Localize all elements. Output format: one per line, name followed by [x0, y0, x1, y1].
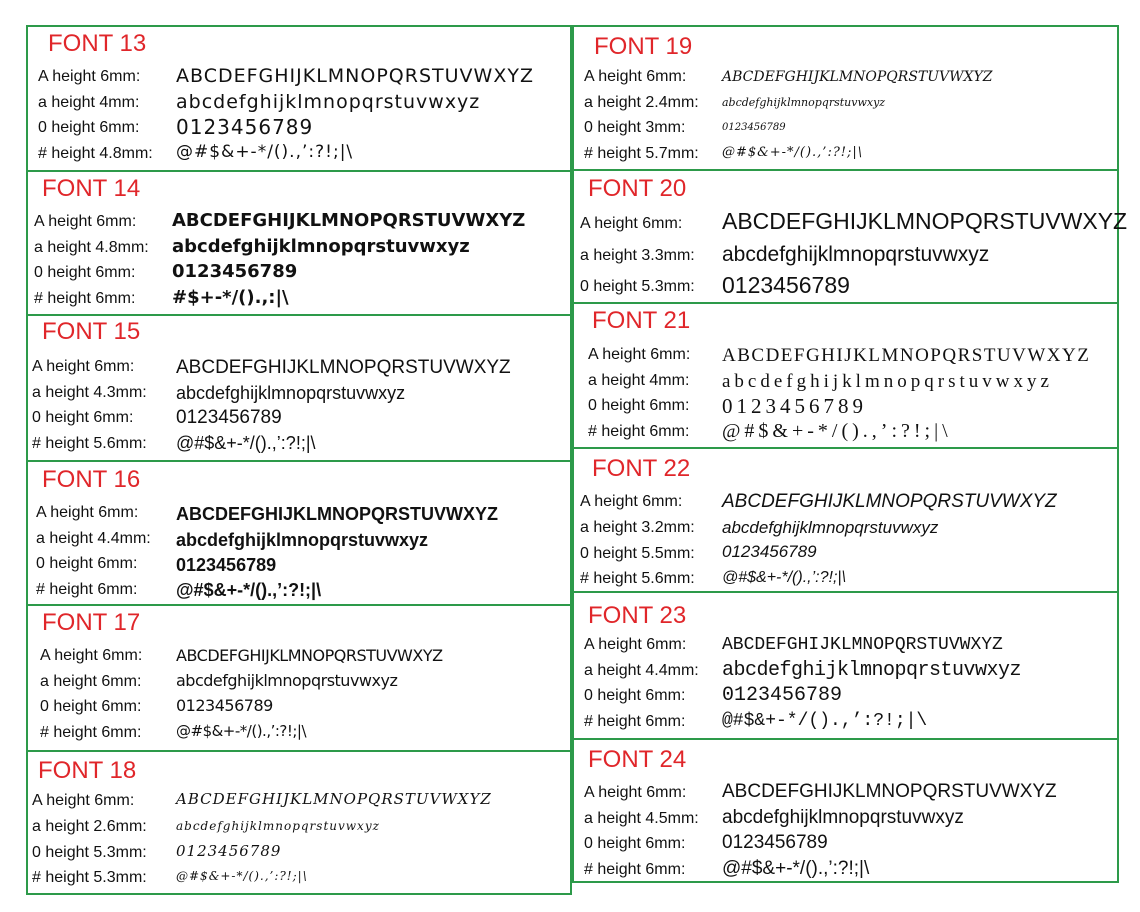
font-sample-symbols: @#$&+-*/().,’:?!;|\ [722, 420, 952, 442]
font-sample-lowercase: abcdefghijklmnopqrstuvwxyz [722, 96, 886, 109]
height-label: 0 height 6mm: [38, 119, 140, 136]
height-label: a height 2.4mm: [584, 94, 699, 111]
height-label: 0 height 6mm: [584, 687, 686, 704]
height-label: A height 6mm: [580, 215, 683, 232]
font-sample-uppercase: ABCDEFGHIJKLMNOPQRSTUVWXYZ [176, 504, 499, 524]
height-label: a height 2.6mm: [32, 818, 147, 835]
height-label: A height 6mm: [584, 636, 687, 653]
font-sample-uppercase: ABCDEFGHIJKLMNOPQRSTUVWXYZ [722, 491, 1057, 512]
height-label: # height 6mm: [584, 713, 686, 730]
font-sample-digits: 0123456789 [176, 696, 273, 715]
font-sample-uppercase: ABCDEFGHIJKLMNOPQRSTUVWXYZ [176, 646, 443, 665]
font-sample-symbols: @#$&+-*/().,’:?!;|\ [722, 145, 864, 160]
font-sample-symbols: @#$&+-*/().,’:?!;|\ [176, 722, 307, 740]
font-sample-uppercase: ABCDEFGHIJKLMNOPQRSTUVWXYZ [176, 65, 534, 87]
height-label: # height 6mm: [36, 581, 138, 598]
font-sample-symbols: @#$&+-*/().,’:?!;|\ [722, 711, 928, 731]
height-label: A height 6mm: [32, 358, 135, 375]
height-label: 0 height 5.3mm: [32, 844, 147, 861]
height-label: a height 4mm: [38, 94, 140, 111]
height-label: a height 6mm: [40, 673, 142, 690]
height-label: A height 6mm: [40, 647, 143, 664]
height-label: a height 4.3mm: [32, 384, 147, 401]
height-label: # height 6mm: [584, 861, 686, 878]
font-sample-uppercase: ABCDEFGHIJKLMNOPQRSTUVWXYZ [176, 357, 511, 378]
font-sample-symbols: #$+-*/().,:|\ [172, 287, 289, 308]
height-label: A height 6mm: [584, 68, 687, 85]
height-label: # height 6mm: [34, 290, 136, 307]
height-label: a height 4.5mm: [584, 810, 699, 827]
height-label: A height 6mm: [36, 504, 139, 521]
height-label: a height 3.3mm: [580, 247, 695, 264]
font-sample-digits: 0123456789 [722, 832, 828, 853]
height-label: 0 height 5.3mm: [580, 278, 695, 295]
font-sample-lowercase: abcdefghijklmnopqrstuvwxyz [722, 518, 939, 537]
height-label: A height 6mm: [584, 784, 687, 801]
font-sample-symbols: @#$&+-*/().,’:?!;|\ [722, 569, 846, 586]
font-sample-lowercase: abcdefghijklmnopqrstuvwxyz [176, 819, 380, 833]
font-sample-lowercase: abcdefghijklmnopqrstuvwxyz [176, 671, 398, 690]
font-sample-symbols: @#$&+-*/().,’:?!;|\ [722, 858, 870, 879]
font-sample-lowercase: abcdefghijklmnopqrstuvwxyz [172, 236, 470, 257]
height-label: # height 6mm: [40, 724, 142, 741]
font-sample-digits: 0123456789 [176, 842, 282, 860]
height-label: 0 height 6mm: [32, 409, 134, 426]
font-title: FONT 17 [42, 609, 141, 636]
font-sample-lowercase: abcdefghijklmnopqrstuvwxyz [176, 91, 481, 113]
font-sample-digits: 0123456789 [722, 122, 786, 133]
height-label: 0 height 6mm: [588, 397, 690, 414]
height-label: 0 height 6mm: [584, 835, 686, 852]
font-sample-digits: 0123456789 [722, 542, 817, 561]
height-label: A height 6mm: [580, 493, 683, 510]
font-sample-digits: 0123456789 [176, 407, 282, 428]
font-sample-lowercase: abcdefghijklmnopqrstuvwxyz [176, 530, 429, 550]
font-title: FONT 14 [42, 175, 141, 202]
font-sample-lowercase: abcdefghijklmnopqrstuvwxyz [176, 383, 406, 403]
height-label: a height 4.8mm: [34, 239, 149, 256]
height-label: # height 5.6mm: [32, 435, 147, 452]
font-title: FONT 15 [42, 318, 141, 345]
font-title: FONT 18 [38, 757, 137, 784]
font-sample-uppercase: ABCDEFGHIJKLMNOPQRSTUVWXYZ [722, 635, 1003, 655]
font-sample-digits: 0123456789 [722, 684, 843, 707]
height-label: a height 4mm: [588, 372, 690, 389]
font-sample-uppercase: ABCDEFGHIJKLMNOPQRSTUVWXYZ [722, 345, 1091, 366]
font-sample-uppercase: ABCDEFGHIJKLMNOPQRSTUVWXYZ [722, 781, 1057, 802]
height-label: # height 6mm: [588, 423, 690, 440]
height-label: 0 height 6mm: [40, 698, 142, 715]
font-title: FONT 22 [592, 455, 691, 482]
font-title: FONT 13 [48, 30, 147, 57]
height-label: a height 4.4mm: [36, 530, 151, 547]
height-label: # height 5.3mm: [32, 869, 147, 886]
height-label: # height 4.8mm: [38, 145, 153, 162]
font-sample-digits: 0123456789 [172, 261, 298, 282]
font-title: FONT 21 [592, 307, 691, 334]
height-label: A height 6mm: [32, 792, 135, 809]
font-title: FONT 23 [588, 602, 687, 629]
font-sample-lowercase: abcdefghijklmnopqrstuvwxyz [722, 807, 964, 828]
height-label: 0 height 6mm: [34, 264, 136, 281]
font-sample-uppercase: ABCDEFGHIJKLMNOPQRSTUVWXYZ [722, 69, 993, 85]
height-label: A height 6mm: [34, 213, 137, 230]
font-sample-lowercase: abcdefghijklmnopqrstuvwxyz [722, 659, 1022, 682]
height-label: a height 3.2mm: [580, 519, 695, 536]
font-sample-symbols: @#$&+-*/().,’:?!;|\ [176, 869, 308, 883]
font-sample-digits: 0123456789 [722, 272, 850, 298]
height-label: A height 6mm: [588, 346, 691, 363]
height-label: A height 6mm: [38, 68, 141, 85]
font-title: FONT 24 [588, 746, 687, 773]
font-title: FONT 19 [594, 33, 693, 60]
font-sample-lowercase: abcdefghijklmnopqrstuvwxyz [722, 243, 990, 266]
font-sample-lowercase: abcdefghijklmnopqrstuvwxyz [722, 371, 1053, 392]
font-sample-uppercase: ABCDEFGHIJKLMNOPQRSTUVWXYZ [722, 208, 1128, 234]
height-label: a height 4.4mm: [584, 662, 699, 679]
font-sample-uppercase: ABCDEFGHIJKLMNOPQRSTUVWXYZ [172, 210, 526, 231]
font-sample-digits: 0123456789 [176, 555, 277, 575]
height-label: # height 5.6mm: [580, 570, 695, 587]
font-sample-digits: 0123456789 [176, 115, 314, 139]
height-label: # height 5.7mm: [584, 145, 699, 162]
font-sample-uppercase: ABCDEFGHIJKLMNOPQRSTUVWXYZ [176, 790, 492, 808]
font-sample-symbols: @#$&+-*/().,’:?!;|\ [176, 433, 316, 453]
font-title: FONT 20 [588, 175, 687, 202]
font-title: FONT 16 [42, 466, 141, 493]
font-sample-symbols: @#$&+-*/().,’:?!;|\ [176, 580, 322, 600]
font-sample-digits: 0123456789 [722, 394, 867, 418]
font-sample-symbols: @#$&+-*/().,’:?!;|\ [176, 142, 354, 162]
height-label: 0 height 5.5mm: [580, 545, 695, 562]
height-label: 0 height 3mm: [584, 119, 686, 136]
height-label: 0 height 6mm: [36, 555, 138, 572]
